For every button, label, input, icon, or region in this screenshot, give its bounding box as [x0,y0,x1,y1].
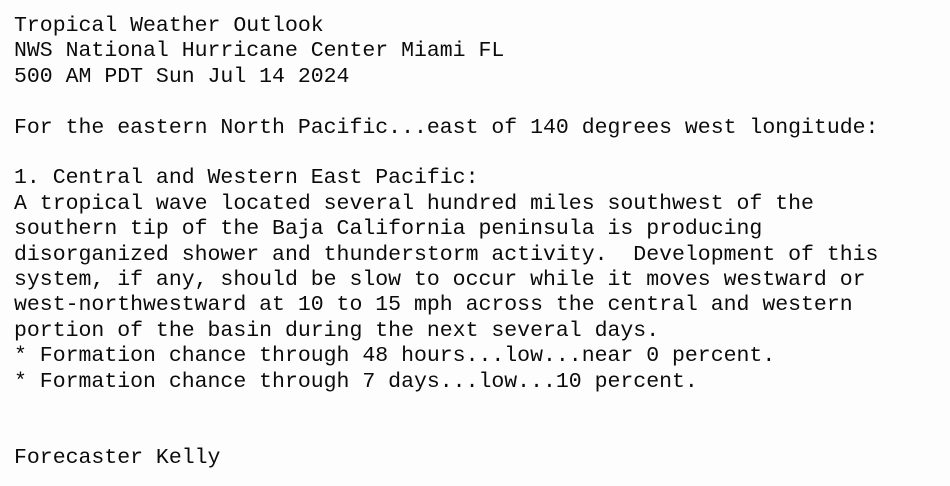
region-line: For the eastern North Pacific...east of 140 degrees west longitude: [14,115,879,140]
blank-line [14,141,936,166]
blank-line [14,395,936,420]
formation-chance-7d: * Formation chance through 7 days...low...10 percent. [14,369,698,394]
bulletin-issuer: NWS National Hurricane Center Miami FL [14,39,505,64]
section1-body-line: A tropical wave located several hundred miles southwest of the [14,191,814,216]
blank-line [14,420,936,445]
section1-body-line: system, if any, should be slow to occur while it moves westward or [14,268,866,293]
forecaster-signature: Forecaster Kelly [14,445,221,470]
section1-heading: 1. Central and Western East Pacific: [14,166,479,191]
formation-chance-48h: * Formation chance through 48 hours...low...near 0 percent. [14,344,776,369]
blank-line [14,90,936,115]
section1-body-line: disorganized shower and thunderstorm activity. Development of this [14,242,879,267]
section1-body-line: west-northwestward at 10 to 15 mph across the central and western [14,293,853,318]
bulletin-timestamp: 500 AM PDT Sun Jul 14 2024 [14,64,350,89]
section1-body-line: southern tip of the Baja California peninsula is producing [14,217,763,242]
bulletin-title: Tropical Weather Outlook [14,14,324,38]
section1-body-line: portion of the basin during the next several days. [14,318,660,343]
